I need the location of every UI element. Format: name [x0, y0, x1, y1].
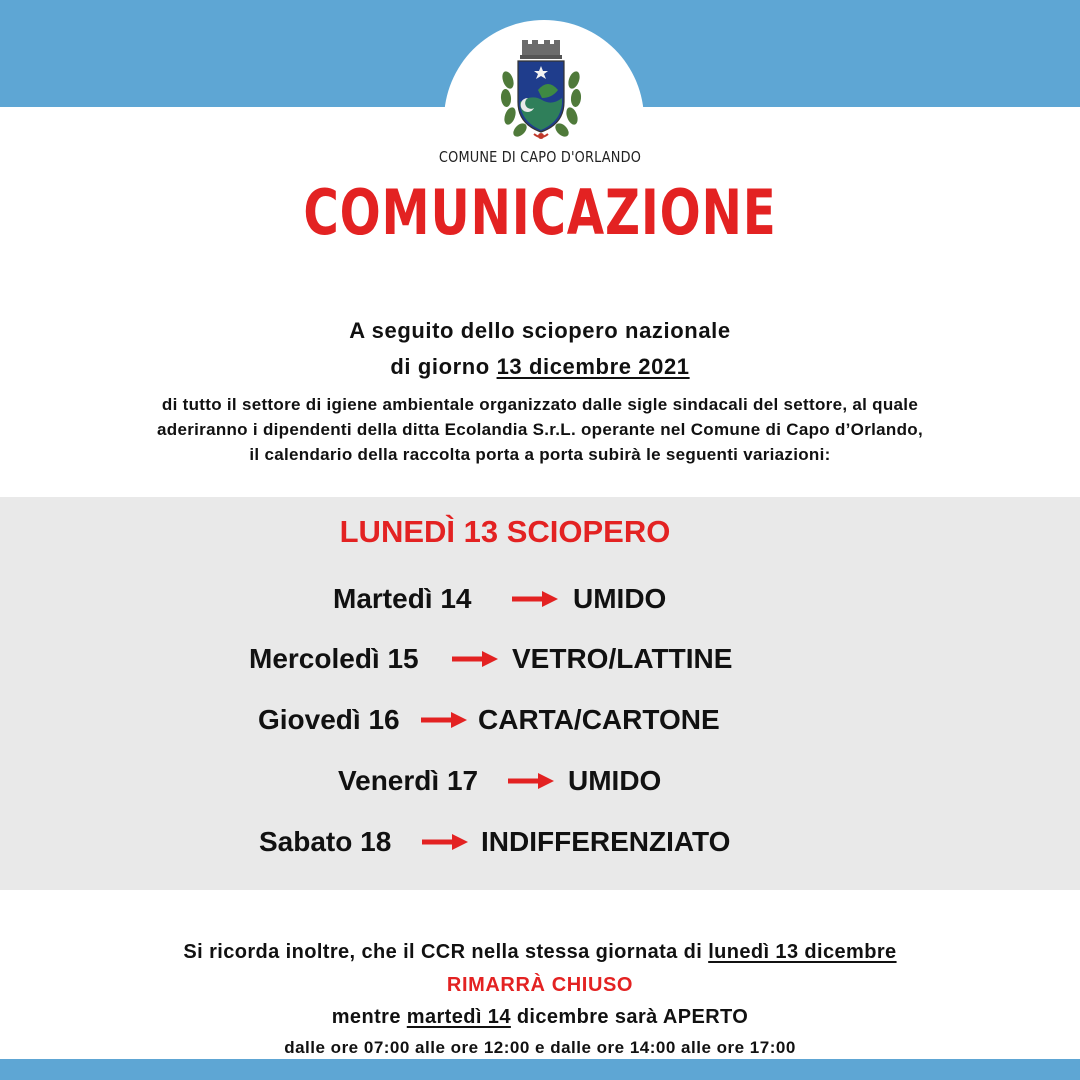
schedule-row [0, 761, 1080, 801]
ccr-opening-hours: dalle ore 07:00 alle ore 12:00 e dalle ore 14:00 alle ore 17:00 [284, 1038, 796, 1057]
right-arrow-icon [508, 772, 554, 790]
schedule-waste: INDIFFERENZIATO [481, 826, 731, 857]
schedule-waste: UMIDO [568, 765, 662, 796]
intro-line-2-prefix: di giorno [390, 354, 497, 379]
right-arrow-icon [422, 833, 468, 851]
strike-date: 13 dicembre 2021 [496, 354, 690, 379]
right-arrow-icon [512, 590, 558, 608]
coat-of-arms-icon [498, 40, 584, 144]
schedule-waste: UMIDO [573, 583, 667, 614]
right-arrow-icon [421, 711, 467, 729]
ccr-closed-date: lunedì 13 dicembre [708, 941, 897, 963]
ccr-open-prefix: mentre [331, 1006, 407, 1028]
ccr-closed-notice: RIMARRÀ CHIUSO [446, 974, 634, 996]
schedule-row [0, 579, 1080, 619]
right-arrow-icon [452, 650, 498, 668]
intro-body-line: di tutto il settore di igiene ambientale organizzato dalle sigle sindacali del settore, al quale [161, 395, 919, 414]
schedule-day: Sabato 18 [259, 826, 392, 857]
schedule-day: Venerdì 17 [338, 765, 479, 796]
intro-body [40, 392, 1040, 467]
ccr-note-prefix: Si ricorda inoltre, che il CCR nella stessa giornata di [183, 941, 709, 963]
page-title: COMUNICAZIONE [303, 176, 777, 249]
schedule-waste: CARTA/CARTONE [478, 704, 720, 735]
bottom-blue-band [0, 1059, 1080, 1080]
schedule-waste: VETRO/LATTINE [512, 643, 733, 674]
schedule-row [0, 639, 1080, 679]
intro-line-2 [0, 354, 1080, 380]
intro-line-1: A seguito dello sciopero nazionale [349, 318, 731, 343]
schedule-row [0, 822, 1080, 862]
strike-day-heading: LUNEDÌ 13 SCIOPERO [339, 514, 671, 549]
schedule-row [0, 700, 1080, 740]
schedule-day: Giovedì 16 [258, 704, 400, 735]
schedule-day: Martedì 14 [333, 583, 472, 614]
schedule-day: Mercoledì 15 [249, 643, 419, 674]
intro-body-line: aderiranno i dipendenti della ditta Ecolandia S.r.L. operante nel Comune di Capo d’Orlando, [157, 420, 923, 439]
ccr-open-suffix: dicembre sarà APERTO [510, 1006, 749, 1028]
municipality-name: COMUNE DI CAPO D'ORLANDO [438, 148, 642, 166]
ccr-open-date: martedì 14 [406, 1006, 511, 1028]
ccr-note-line-3 [0, 1006, 1080, 1029]
ccr-note-line-1 [0, 941, 1080, 964]
intro-body-line: il calendario della raccolta porta a porta subirà le seguenti variazioni: [249, 445, 831, 464]
